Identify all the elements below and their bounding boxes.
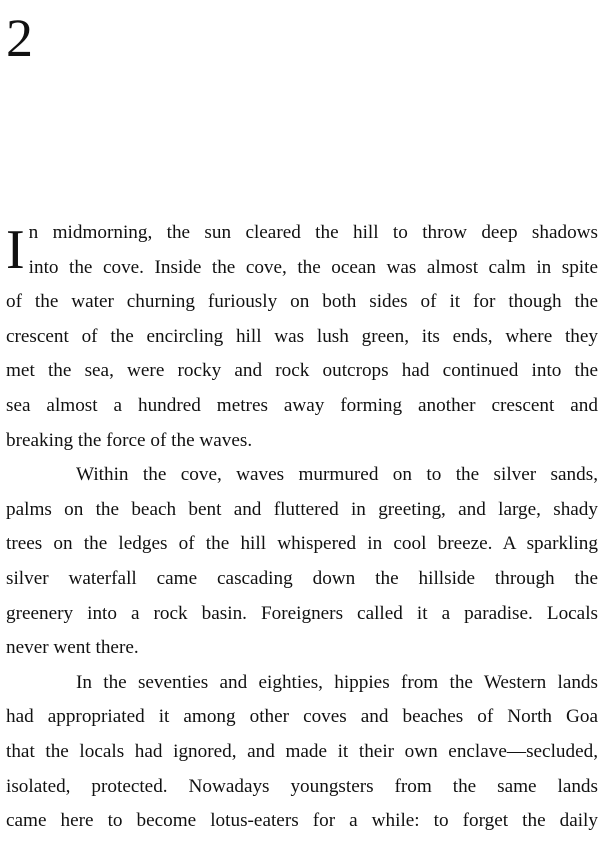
text-line: Within the cove, waves murmured on to the silver sands, [76, 464, 598, 486]
body-text [6, 216, 598, 839]
text-line: isolated, protected. Nowadays youngsters from the same lands [6, 775, 598, 797]
text-line: had appropriated it among other coves and beaches of North Goa [6, 706, 598, 728]
text-line: palms on the beach bent and fluttered in greeting, and large, shady [6, 498, 598, 520]
text-line: met the sea, were rocky and rock outcrops had continued into the [6, 360, 598, 382]
text-line: greenery into a rock basin. Foreigners called it a paradise. Locals [6, 602, 598, 624]
text-line: of the water churning furiously on both sides of it for though the [6, 291, 598, 313]
text-line: that the locals had ignored, and made it their own enclave—secluded, [6, 740, 598, 762]
text-line: silver waterfall came cascading down the hillside through the [6, 567, 598, 589]
text-line: trees on the ledges of the hill whispered in cool breeze. A sparkling [6, 533, 598, 555]
text-line: crescent of the encircling hill was lush green, its ends, where they [6, 325, 598, 347]
drop-cap: I [6, 219, 25, 281]
text-line: In the seventies and eighties, hippies from the Western lands [76, 671, 598, 693]
text-line: breaking the force of the waves. [6, 429, 253, 451]
text-line: came here to become lotus-eaters for a while: to forget the daily [6, 810, 598, 832]
paragraph-1 [6, 216, 598, 458]
text-line: into the cove. Inside the cove, the ocean was almost calm in spite [28, 256, 598, 278]
text-line: n midmorning, the sun cleared the hill to throw deep shadows [28, 222, 598, 243]
paragraph-2 [6, 458, 598, 666]
paragraph-3 [6, 666, 598, 839]
chapter-number: 2 [6, 8, 33, 68]
text-line: never went there. [6, 637, 139, 659]
text-line: sea almost a hundred metres away forming another crescent and [6, 394, 598, 416]
